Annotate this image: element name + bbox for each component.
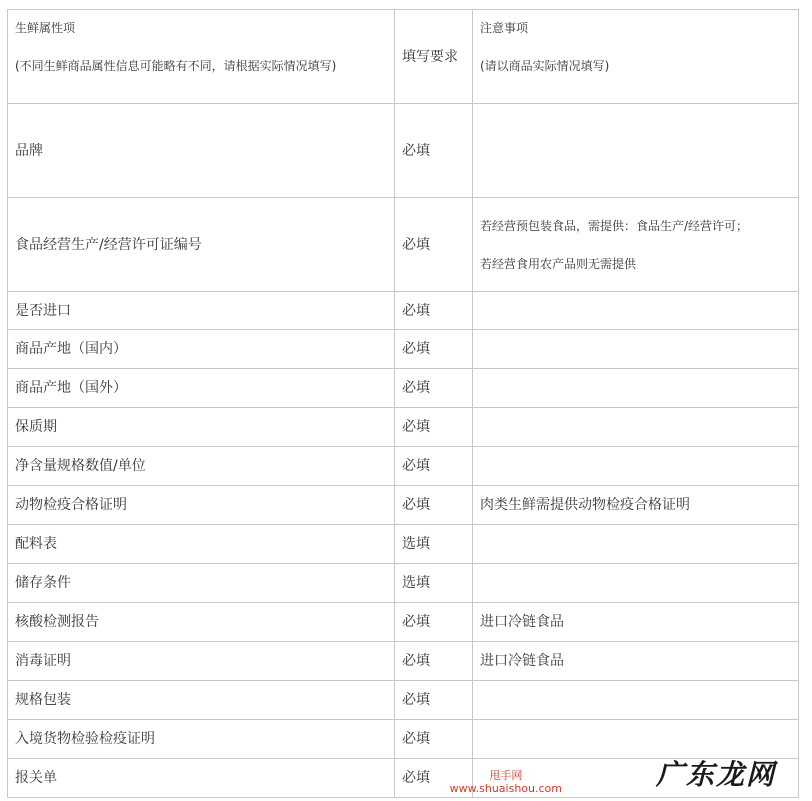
attr-cell: 商品产地（国内）: [8, 330, 395, 369]
table-row: [8, 198, 799, 292]
table-row: [8, 681, 799, 720]
req-cell: 选填: [395, 525, 473, 564]
attr-cell: 核酸检测报告: [8, 603, 395, 642]
header-note-cell: [473, 10, 799, 104]
table-row: [8, 447, 799, 486]
shuaishou-watermark: [450, 769, 562, 795]
attr-cell: 保质期: [8, 408, 395, 447]
note-cell: [473, 681, 799, 720]
note-cell: 肉类生鲜需提供动物检疫合格证明: [473, 486, 799, 525]
attr-cell: 报关单: [8, 759, 395, 798]
attr-cell: 商品产地（国外）: [8, 369, 395, 408]
watermark-small-line2: www.shuaishou.com: [449, 782, 562, 795]
attr-cell: 食品经营生产/经营许可证编号: [8, 198, 395, 292]
attr-cell: 是否进口: [8, 292, 395, 330]
req-cell: 必填: [395, 642, 473, 681]
req-cell: 必填: [395, 408, 473, 447]
note-cell: [473, 447, 799, 486]
note-cell: [473, 198, 799, 292]
attr-cell: 净含量规格数值/单位: [8, 447, 395, 486]
watermark-small-line1: 甩手网: [489, 769, 523, 782]
attr-cell: 品牌: [8, 104, 395, 198]
attributes-table: [7, 9, 799, 798]
req-cell: 必填: [395, 759, 473, 798]
note-cell: [473, 292, 799, 330]
header-note-subtitle: (请以商品实际情况填写): [480, 59, 610, 73]
note-cell: 进口冷链食品: [473, 603, 799, 642]
req-cell: 必填: [395, 447, 473, 486]
req-cell: 必填: [395, 603, 473, 642]
attr-cell: 入境货物检验检疫证明: [8, 720, 395, 759]
req-cell: 必填: [395, 681, 473, 720]
site-watermark: [656, 753, 776, 793]
header-attr-cell: [8, 10, 395, 104]
table-row: [8, 330, 799, 369]
table-row: [8, 408, 799, 447]
attr-cell: 配料表: [8, 525, 395, 564]
note-cell: [473, 408, 799, 447]
header-req-cell: 填写要求: [395, 10, 473, 104]
table-row: [8, 603, 799, 642]
header-note-title: 注意事项: [480, 21, 529, 35]
attr-cell: 动物检疫合格证明: [8, 486, 395, 525]
note-cell: 进口冷链食品: [473, 642, 799, 681]
req-cell: 必填: [395, 486, 473, 525]
table-row: [8, 486, 799, 525]
req-cell: 必填: [395, 292, 473, 330]
table-row: [8, 292, 799, 330]
req-cell: 必填: [395, 369, 473, 408]
table-row: [8, 369, 799, 408]
table-row: [8, 642, 799, 681]
note-cell: [473, 564, 799, 603]
attr-cell: 储存条件: [8, 564, 395, 603]
table-row: [8, 564, 799, 603]
table-row: [8, 104, 799, 198]
note-cell: [473, 525, 799, 564]
note-line: 若经营预包装食品，需提供：食品生产/经营许可；: [480, 218, 749, 233]
req-cell: 必填: [395, 720, 473, 759]
header-attr-subtitle: (不同生鲜商品属性信息可能略有不同，请根据实际情况填写): [15, 59, 337, 73]
note-line: 若经营食用农产品则无需提供: [480, 256, 637, 271]
table-row: [8, 525, 799, 564]
note-cell: [473, 104, 799, 198]
attr-cell: 消毒证明: [8, 642, 395, 681]
header-attr-title: 生鲜属性项: [15, 21, 76, 35]
req-cell: 必填: [395, 330, 473, 369]
header-row: [8, 10, 799, 104]
req-cell: 选填: [395, 564, 473, 603]
attr-cell: 规格包装: [8, 681, 395, 720]
watermark-big-text: 广东龙网: [655, 758, 776, 791]
note-cell: [473, 330, 799, 369]
req-cell: 必填: [395, 104, 473, 198]
note-cell: [473, 369, 799, 408]
req-cell: 必填: [395, 198, 473, 292]
